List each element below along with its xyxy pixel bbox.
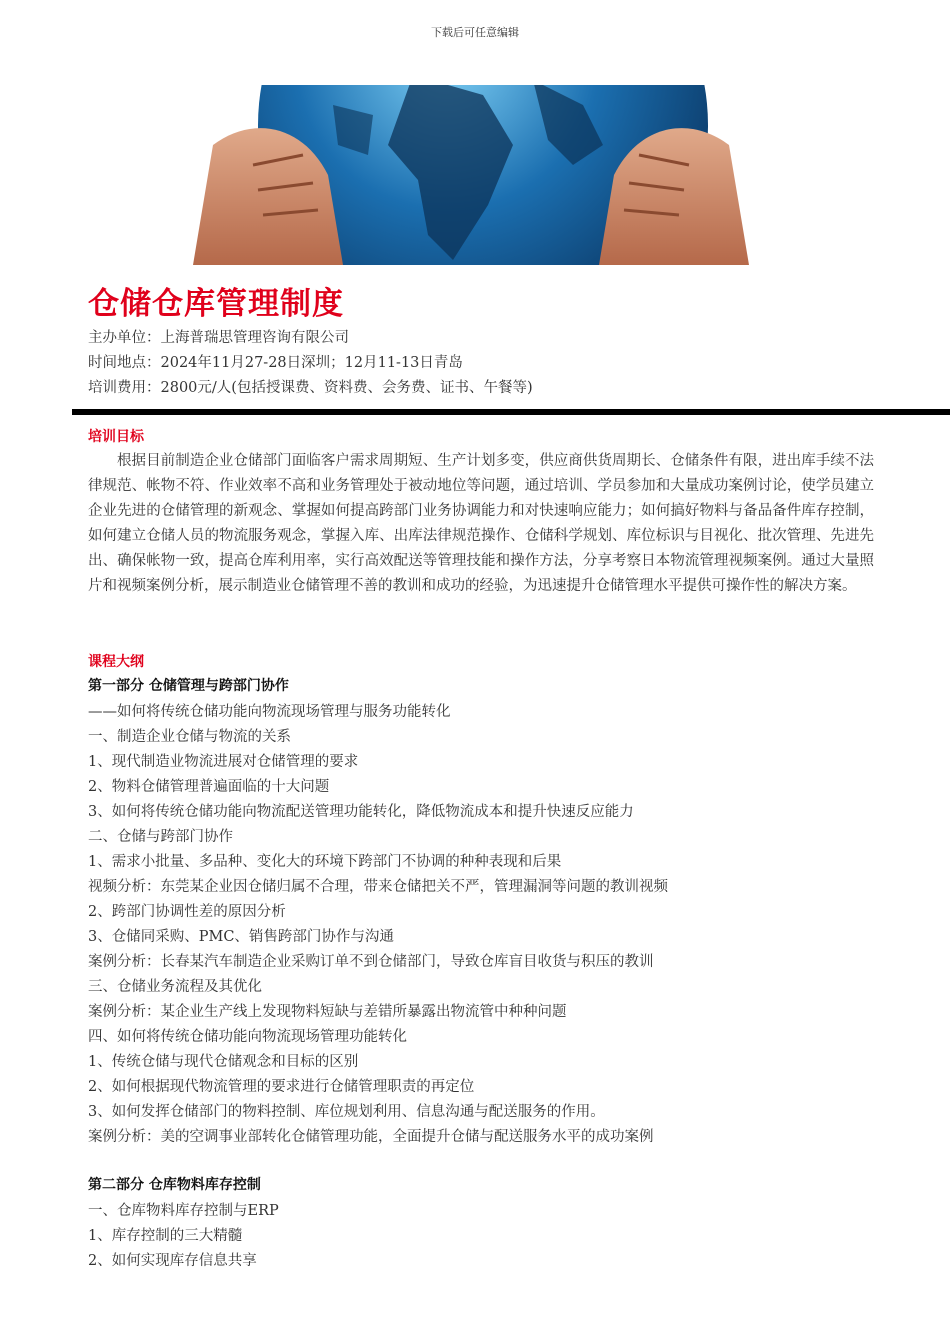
fee-line: 培训费用：2800元/人(包括授课费、资料费、会务费、证书、午餐等)	[88, 380, 533, 396]
outline-item: 1、现代制造业物流进展对仓储管理的要求	[88, 754, 359, 770]
outline-item: 2、如何实现库存信息共享	[88, 1253, 257, 1269]
training-goal-heading: 培训目标	[88, 429, 144, 445]
outline-item: 2、物料仓储管理普遍面临的十大问题	[88, 779, 330, 795]
outline-item: 视频分析：东莞某企业因仓储归属不合理，带来仓储把关不严，管理漏洞等问题的教训视频	[88, 879, 668, 895]
time-place-line: 时间地点：2024年11月27-28日深圳；12月11-13日青岛	[88, 355, 463, 371]
globe-hands-illustration	[153, 85, 789, 265]
outline-item: 3、如何将传统仓储功能向物流配送管理功能转化，降低物流成本和提升快速反应能力	[88, 804, 634, 820]
outline-item: 1、库存控制的三大精髓	[88, 1228, 243, 1244]
training-goal-text: 根据目前制造企业仓储部门面临客户需求周期短、生产计划多变，供应商供货周期长、仓储条件有限，进出库手续不法律规范、帐物不符、作业效率不高和业务管理处于被动地位等问题，通过培训、学员参加和大量成功案例讨论，使学员建立企业先进的仓储管理的新观念、掌握如何提高跨部门业务协调能力和对快速响应能力；如何搞好物料与备品备件库存控制，如何建立仓储人员的物流服务观念，掌握入库、出库法律规范操作、仓储科学规划、库位标识与目视化、批次管理、先进先出、确保帐物一致，提高仓库利用率，实行高效配送等管理技能和操作方法，分享考察日本物流管理视频案例。通过大量照片和视频案例分析，展示制造业仓储管理不善的教训和成功的经验，为迅速提升仓储管理水平提供可操作性的解决方案。	[88, 453, 874, 594]
outline-item: 1、传统仓储与现代仓储观念和目标的区别	[88, 1054, 359, 1070]
outline-item: 案例分析：某企业生产线上发现物料短缺与差错所暴露出物流管中种种问题	[88, 1004, 567, 1020]
outline-item: 2、跨部门协调性差的原因分析	[88, 904, 286, 920]
outline-item: 二、仓储与跨部门协作	[88, 829, 233, 845]
organizer-line: 主办单位：上海普瑞思管理咨询有限公司	[88, 330, 349, 346]
outline-item: 一、制造企业仓储与物流的关系	[88, 729, 291, 745]
section-divider	[72, 409, 950, 415]
outline-item: 3、如何发挥仓储部门的物料控制、库位规划利用、信息沟通与配送服务的作用。	[88, 1104, 605, 1120]
outline-item: ——如何将传统仓储功能向物流现场管理与服务功能转化	[88, 704, 451, 720]
course-outline-heading: 课程大纲	[88, 654, 144, 670]
page-header-note: 下载后可任意编辑	[431, 26, 519, 39]
banner-image-globe-hands	[153, 85, 789, 265]
outline-item: 三、仓储业务流程及其优化	[88, 979, 262, 995]
outline-item: 2、如何根据现代物流管理的要求进行仓储管理职责的再定位	[88, 1079, 475, 1095]
outline-item: 案例分析：美的空调事业部转化仓储管理功能，全面提升仓储与配送服务水平的成功案例	[88, 1129, 654, 1145]
outline-item: 1、需求小批量、多品种、变化大的环境下跨部门不协调的种种表现和后果	[88, 854, 562, 870]
page-title: 仓储仓库管理制度	[88, 286, 344, 322]
outline-part-heading: 第二部分 仓库物料库存控制	[88, 1177, 261, 1193]
outline-item: 3、仓储同采购、PMC、销售跨部门协作与沟通	[88, 929, 394, 945]
outline-part-heading: 第一部分 仓储管理与跨部门协作	[88, 678, 289, 694]
outline-item: 案例分析：长春某汽车制造企业采购订单不到仓储部门，导致仓库盲目收货与积压的教训	[88, 954, 654, 970]
outline-item: 四、如何将传统仓储功能向物流现场管理功能转化	[88, 1029, 407, 1045]
outline-item: 一、仓库物料库存控制与ERP	[88, 1203, 279, 1219]
